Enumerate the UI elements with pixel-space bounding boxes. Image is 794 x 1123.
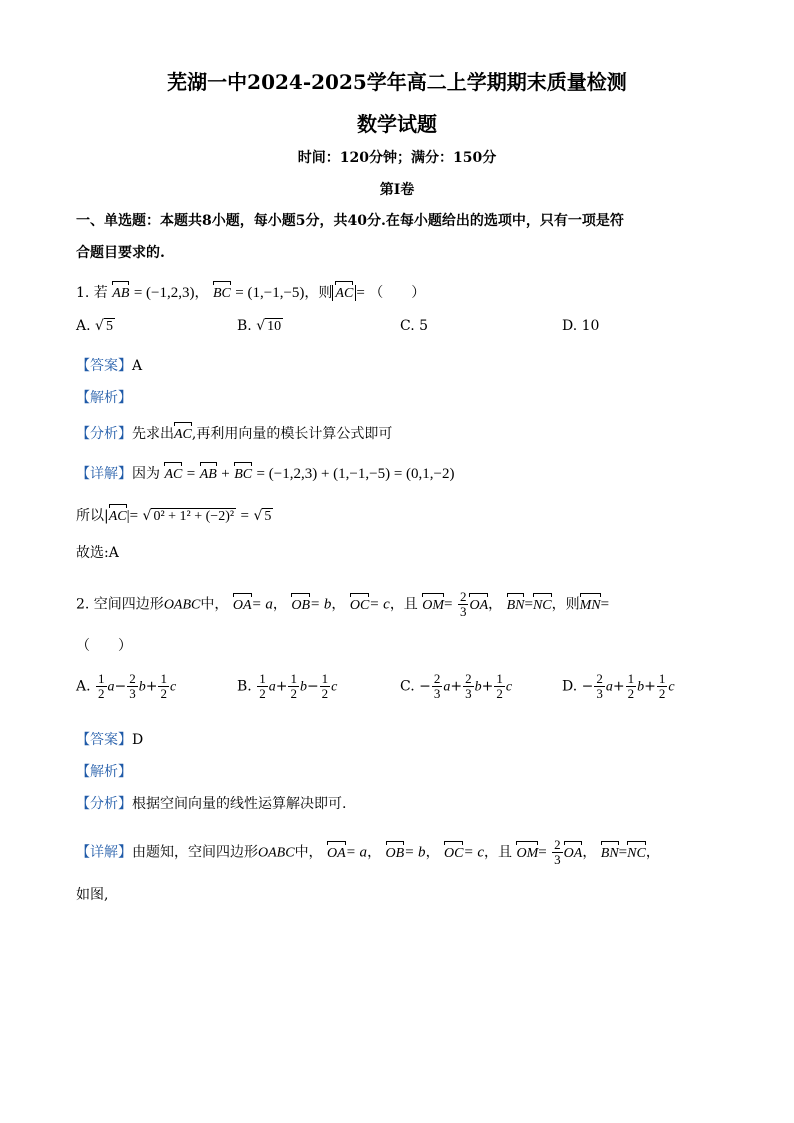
q2-analysis-tag: 【解析】 [76,764,132,780]
q2-option-c: C. − $\frac{2}{3}$ a+ $\frac{2}{3}$ b+ $\frac{1}{2}$ c [400,671,513,701]
q2-answer: 【答案】D [76,732,144,748]
q1-conclusion: 故选:A [76,545,119,561]
q2-option-a: A. $\frac{1}{2}$ a− $\frac{2}{3}$ b+ $\frac{1}{2}$ c [76,671,177,701]
q2-option-d: D. − $\frac{2}{3}$ a+ $\frac{1}{2}$ b+ $\frac{1}{2}$ c [562,671,675,701]
question-2-stem: 2. 空间四边形OABC中， OA= a， OB= b， OC= c，且 OM= $\frac{2}{3}$ OA， BN=NC，则MN= [76,589,610,619]
q1-option-b: B. √ 10 [237,318,282,334]
section-heading-line1: 一、单选题：本题共8小题，每小题5分，共40分.在每小题给出的选项中，只有一项是符 [76,213,624,229]
question-1-stem: 1. 若 AB = (−1,2,3)， BC = (1,−1,−5)，则 AC = （ ） [76,285,426,301]
q2-figure-text: 如图, [76,887,109,903]
q2-option-b: B. $\frac{1}{2}$ a+ $\frac{1}{2}$ b− $\frac{1}{2}$ c [237,671,338,701]
q1-option-d: D. 10 [562,318,600,334]
section-heading-line2: 合题目要求的. [76,245,165,261]
exam-time-info: 时间：120分钟；满分：150分 [297,150,497,166]
q2-paren: （ ） [76,638,132,654]
q2-fenxi: 【分析】根据空间向量的线性运算解决即可. [76,796,347,812]
q1-so: 所以|AC|= √ 0² + 1² + (−2)² = √ 5 [76,508,272,524]
q1-option-a: A. √ 5 [76,318,113,334]
volume-label: 第I卷 [379,182,415,198]
q1-option-c: C. 5 [400,318,429,334]
q1-answer: 【答案】A [76,358,143,374]
exam-title: 芜湖一中2024-2025学年高二上学期期末质量检测 [167,70,627,94]
q1-analysis-tag: 【解析】 [76,390,132,406]
q2-detail: 【详解】由题知，空间四边形OABC中， OA= a， OB= b， OC= c，且 OM= $\frac{2}{3}$ OA， BN=NC， [76,837,660,867]
exam-subtitle: 数学试题 [357,112,437,136]
q1-fenxi: 【分析】先求出AC,再利用向量的模长计算公式即可 [76,426,393,442]
q1-detail: 【详解】因为 AC = AB + BC = (−1,2,3) + (1,−1,−5) = (0,1,−2) [76,466,455,482]
